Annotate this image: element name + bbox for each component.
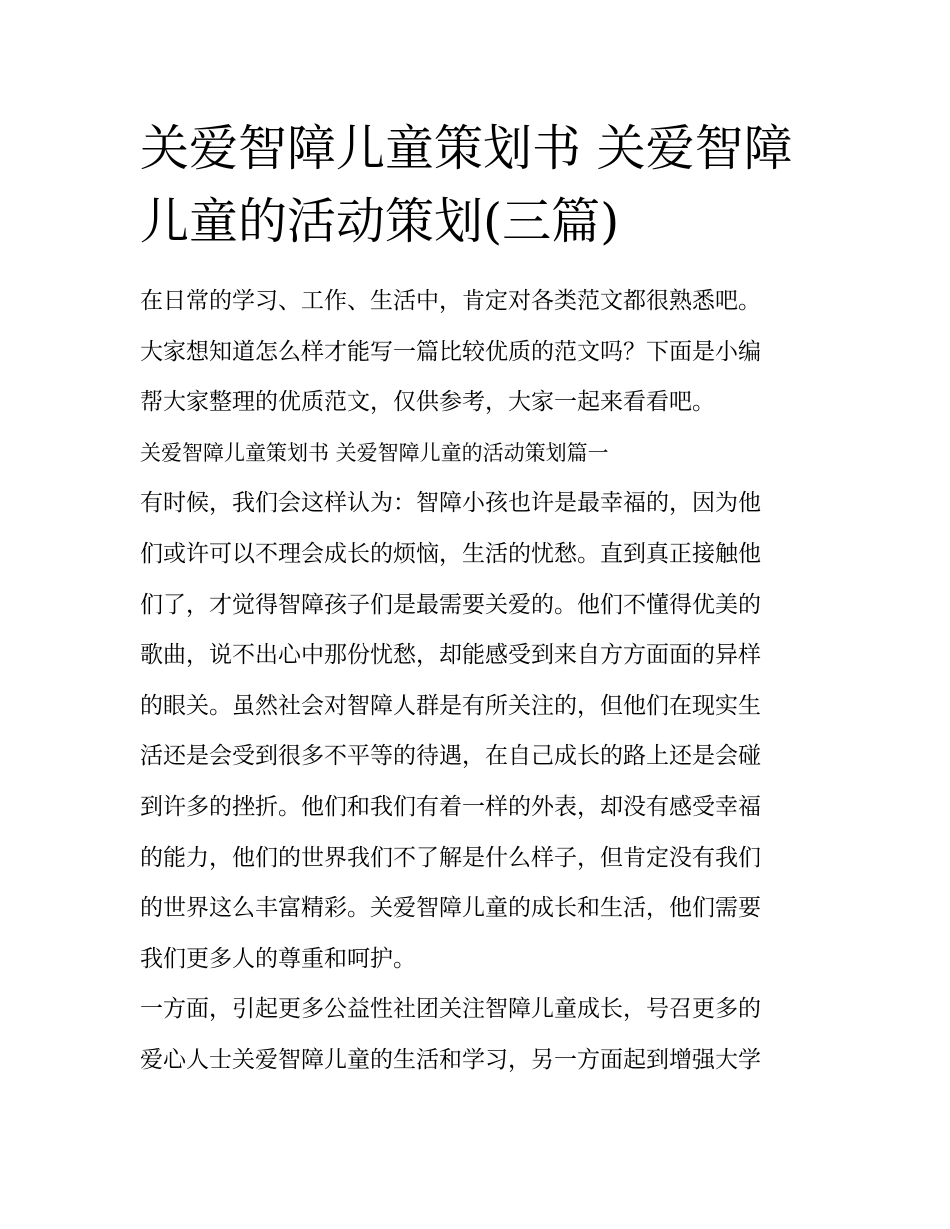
text-line: 的能力，他们的世界我们不了解是什么样子，但肯定没有我们 [140,844,761,871]
paragraph-2 [140,984,830,1085]
title-line: 儿童的活动策划(三篇) [140,193,620,250]
paragraph-1 [140,478,830,984]
intro-paragraph [140,276,830,428]
text-line: 有时候，我们会这样认为：智障小孩也许是最幸福的，因为他 [140,490,761,517]
text-line: 们了，才觉得智障孩子们是最需要关爱的。他们不懂得优美的 [140,591,761,618]
text-line: 大家想知道怎么样才能写一篇比较优质的范文吗？下面是小编 [140,338,761,365]
document-body [140,276,830,1086]
text-line: 们或许可以不理会成长的烦恼，生活的忧愁。直到真正接触他 [140,540,761,567]
section-heading: 关爱智障儿童策划书 关爱智障儿童的活动策划篇一 [140,440,609,465]
text-line: 的眼关。虽然社会对智障人群是有所关注的，但他们在现实生 [140,692,761,719]
text-line: 活还是会受到很多不平等的待遇，在自己成长的路上还是会碰 [140,743,761,770]
title-line: 关爱智障儿童策划书 关爱智障 [140,120,793,177]
text-line: 我们更多人的尊重和呵护。 [140,945,416,972]
text-line: 到许多的挫折。他们和我们有着一样的外表，却没有感受幸福 [140,793,761,820]
text-line: 歌曲，说不出心中那份忧愁，却能感受到来自方方面面的异样 [140,642,761,669]
text-line: 帮大家整理的优质范文，仅供参考，大家一起来看看吧。 [140,389,715,416]
document-title [140,112,830,258]
text-line: 的世界这么丰富精彩。关爱智障儿童的成长和生活，他们需要 [140,895,761,922]
text-line: 爱心人士关爱智障儿童的生活和学习，另一方面起到增强大学 [140,1046,761,1073]
text-line: 一方面，引起更多公益性社团关注智障儿童成长，号召更多的 [140,996,761,1023]
text-line: 在日常的学习、工作、生活中，肯定对各类范文都很熟悉吧。 [140,288,761,314]
